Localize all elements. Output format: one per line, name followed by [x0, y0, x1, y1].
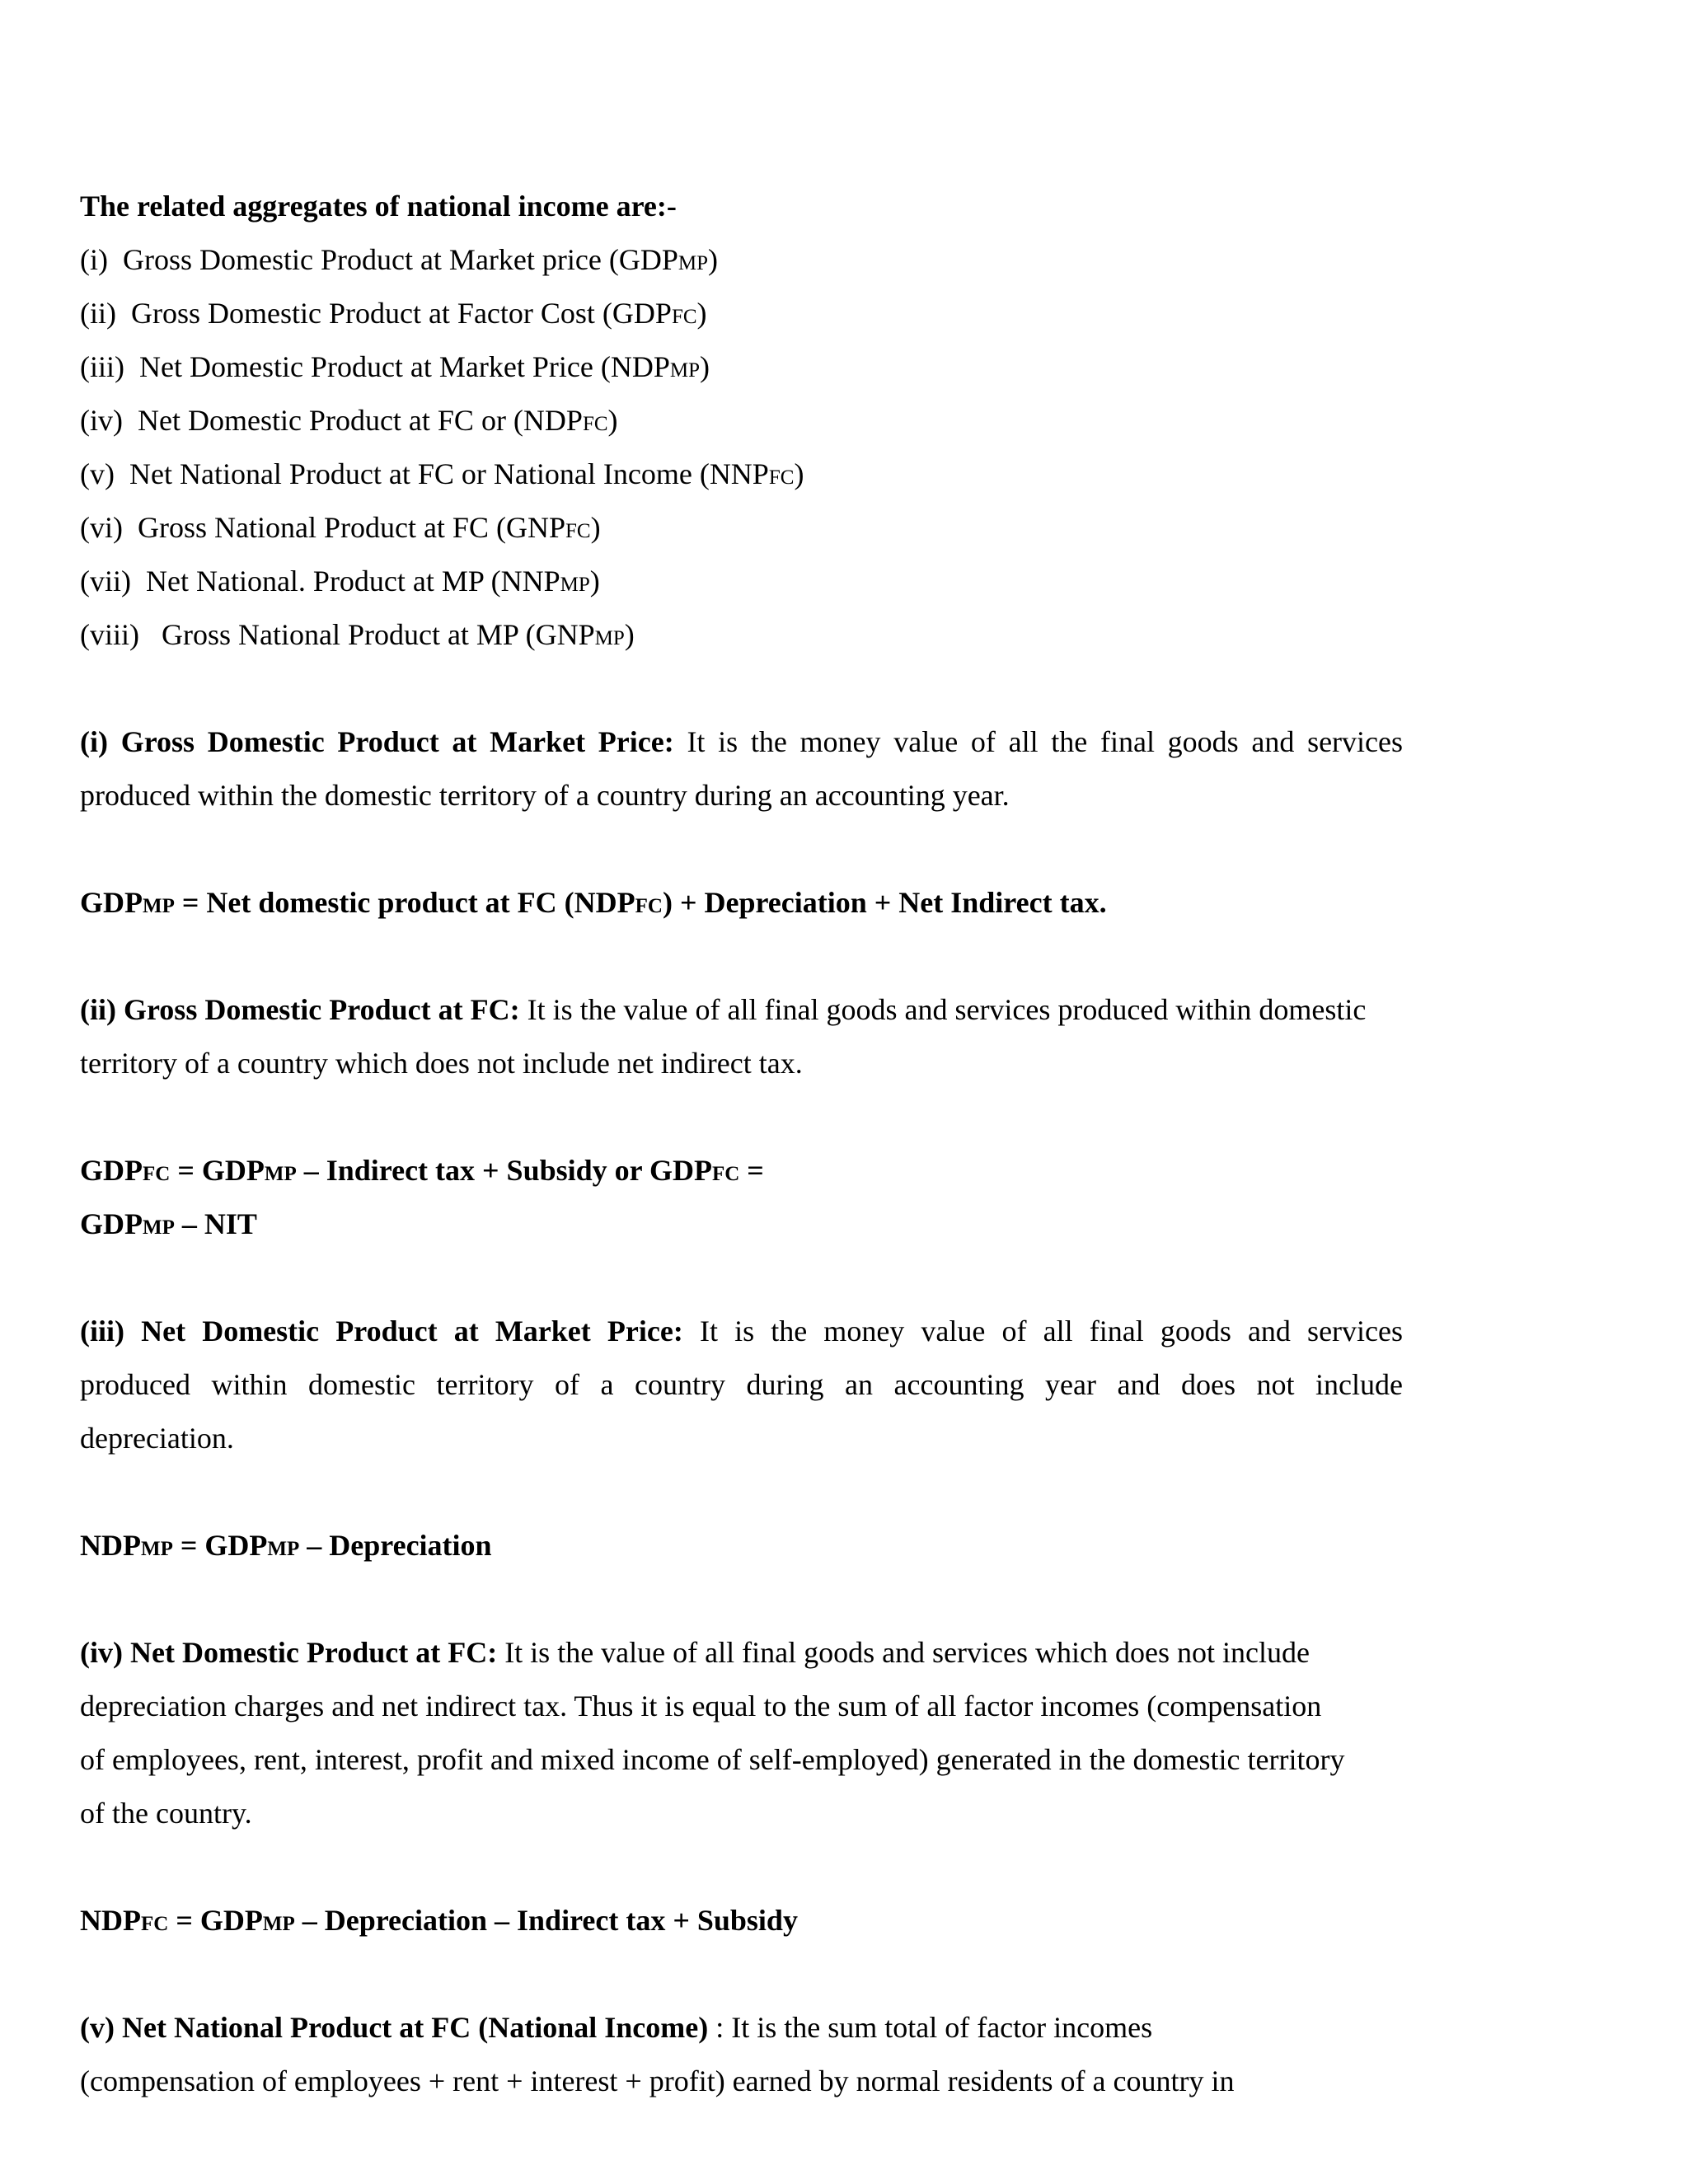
item-number: (vii)	[80, 565, 131, 598]
item-number: (v)	[80, 457, 115, 490]
item-text: Net National Product at FC or National Income (NNP	[129, 457, 769, 490]
item-number: (viii)	[80, 618, 139, 651]
paragraph-line	[80, 1626, 1432, 1680]
spacer	[80, 1090, 1432, 1144]
paragraph-line: produced within the domestic territory of a country during an accounting year.	[80, 779, 1010, 812]
section-title: (i) Gross Domestic Product at Market Price:	[80, 725, 674, 758]
paragraph-line: of the country.	[80, 1797, 252, 1830]
list-item	[80, 287, 1432, 340]
item-subscript: MP	[678, 252, 708, 274]
item-number: (iii)	[80, 350, 124, 383]
paragraph-text: It is the money value of all final goods and services	[699, 1315, 1403, 1347]
paragraph-line: of employees, rent, interest, profit and mixed income of self-employed) generated in the domestic territory	[80, 1743, 1345, 1776]
item-text: Gross National Product at FC (GNP	[137, 511, 565, 544]
item-text: Net Domestic Product at FC or (NDP	[137, 404, 583, 437]
paragraph-line: depreciation charges and net indirect tax. Thus it is equal to the sum of all factor incomes (compensation	[80, 1690, 1322, 1722]
spacer	[80, 1572, 1432, 1626]
item-text: Net National. Product at MP (NNP	[145, 565, 560, 598]
spacer	[80, 930, 1432, 983]
item-number: (ii)	[80, 297, 116, 330]
formula: NDPFC = GDPMP – Depreciation – Indirect tax + Subsidy	[80, 1904, 798, 1937]
list-item	[80, 233, 1432, 287]
list-item	[80, 608, 1432, 662]
item-close: )	[607, 404, 618, 437]
paragraph-line: territory of a country which does not include net indirect tax.	[80, 1047, 803, 1080]
formula: GDPFC = GDPMP – Indirect tax + Subsidy or GDPFC =	[80, 1154, 764, 1187]
section-ndp-fc	[80, 1626, 1432, 1947]
paragraph-line: (compensation of employees + rent + interest + profit) earned by normal residents of a country in	[80, 2064, 1235, 2097]
section-title: (ii) Gross Domestic Product at FC:	[80, 993, 520, 1026]
item-subscript: FC	[671, 306, 697, 328]
item-number: (i)	[80, 243, 108, 276]
heading: The related aggregates of national income are:-	[80, 190, 677, 223]
item-subscript: FC	[565, 520, 591, 542]
formula: NDPMP = GDPMP – Depreciation	[80, 1529, 492, 1562]
item-subscript: FC	[582, 413, 608, 435]
spacer	[80, 823, 1432, 876]
paragraph-text: It is the value of all final goods and services which does not include	[504, 1636, 1310, 1669]
spacer	[80, 1251, 1432, 1305]
item-text: Gross National Product at MP (GNP	[161, 618, 595, 651]
item-close: )	[590, 511, 601, 544]
paragraph-line	[80, 2001, 1432, 2055]
aggregate-list	[80, 233, 1432, 662]
section-gdp-mp	[80, 715, 1432, 930]
item-text: Gross Domestic Product at Factor Cost (GDP	[130, 297, 672, 330]
section-title: (v) Net National Product at FC (National Income)	[80, 2011, 709, 2044]
paragraph-line: produced within domestic territory of a country during an accounting year and does not include	[80, 1368, 1403, 1401]
item-subscript: MP	[560, 574, 590, 596]
item-subscript: FC	[768, 466, 795, 489]
section-title: (iv) Net Domestic Product at FC:	[80, 1636, 498, 1669]
item-close: )	[707, 243, 718, 276]
section-nnp-fc	[80, 2001, 1432, 2108]
item-text: Gross Domestic Product at Market price (GDP	[122, 243, 678, 276]
item-close: )	[699, 350, 710, 383]
item-number: (iv)	[80, 404, 123, 437]
list-item	[80, 448, 1432, 501]
spacer	[80, 662, 1432, 715]
paragraph-line	[80, 715, 1403, 769]
document-page	[80, 180, 1432, 2108]
section-ndp-mp	[80, 1305, 1432, 1572]
section-gdp-fc	[80, 983, 1432, 1251]
paragraph-line: depreciation.	[80, 1422, 234, 1455]
formula: GDPMP = Net domestic product at FC (NDPFC) + Depreciation + Net Indirect tax.	[80, 886, 1107, 919]
item-close: )	[696, 297, 707, 330]
spacer	[80, 1840, 1432, 1894]
spacer	[80, 1465, 1432, 1519]
paragraph-text: It is the money value of all the final goods and services	[687, 725, 1404, 758]
paragraph-line	[80, 983, 1432, 1037]
list-item	[80, 340, 1432, 394]
formula: GDPMP – NIT	[80, 1207, 257, 1240]
item-close: )	[624, 618, 635, 651]
list-item	[80, 555, 1432, 608]
item-subscript: MP	[669, 359, 700, 382]
item-text: Net Domestic Product at Market Price (NDP	[138, 350, 670, 383]
item-close: )	[589, 565, 600, 598]
item-close: )	[794, 457, 804, 490]
item-subscript: MP	[594, 627, 625, 649]
paragraph-text: It is the value of all final goods and services produced within domestic	[527, 993, 1367, 1026]
paragraph-text: : It is the sum total of factor incomes	[708, 2011, 1153, 2044]
section-title: (iii) Net Domestic Product at Market Price:	[80, 1315, 683, 1347]
item-number: (vi)	[80, 511, 123, 544]
spacer	[80, 1947, 1432, 2001]
list-item	[80, 394, 1432, 448]
list-item	[80, 501, 1432, 555]
paragraph-line	[80, 1305, 1403, 1358]
